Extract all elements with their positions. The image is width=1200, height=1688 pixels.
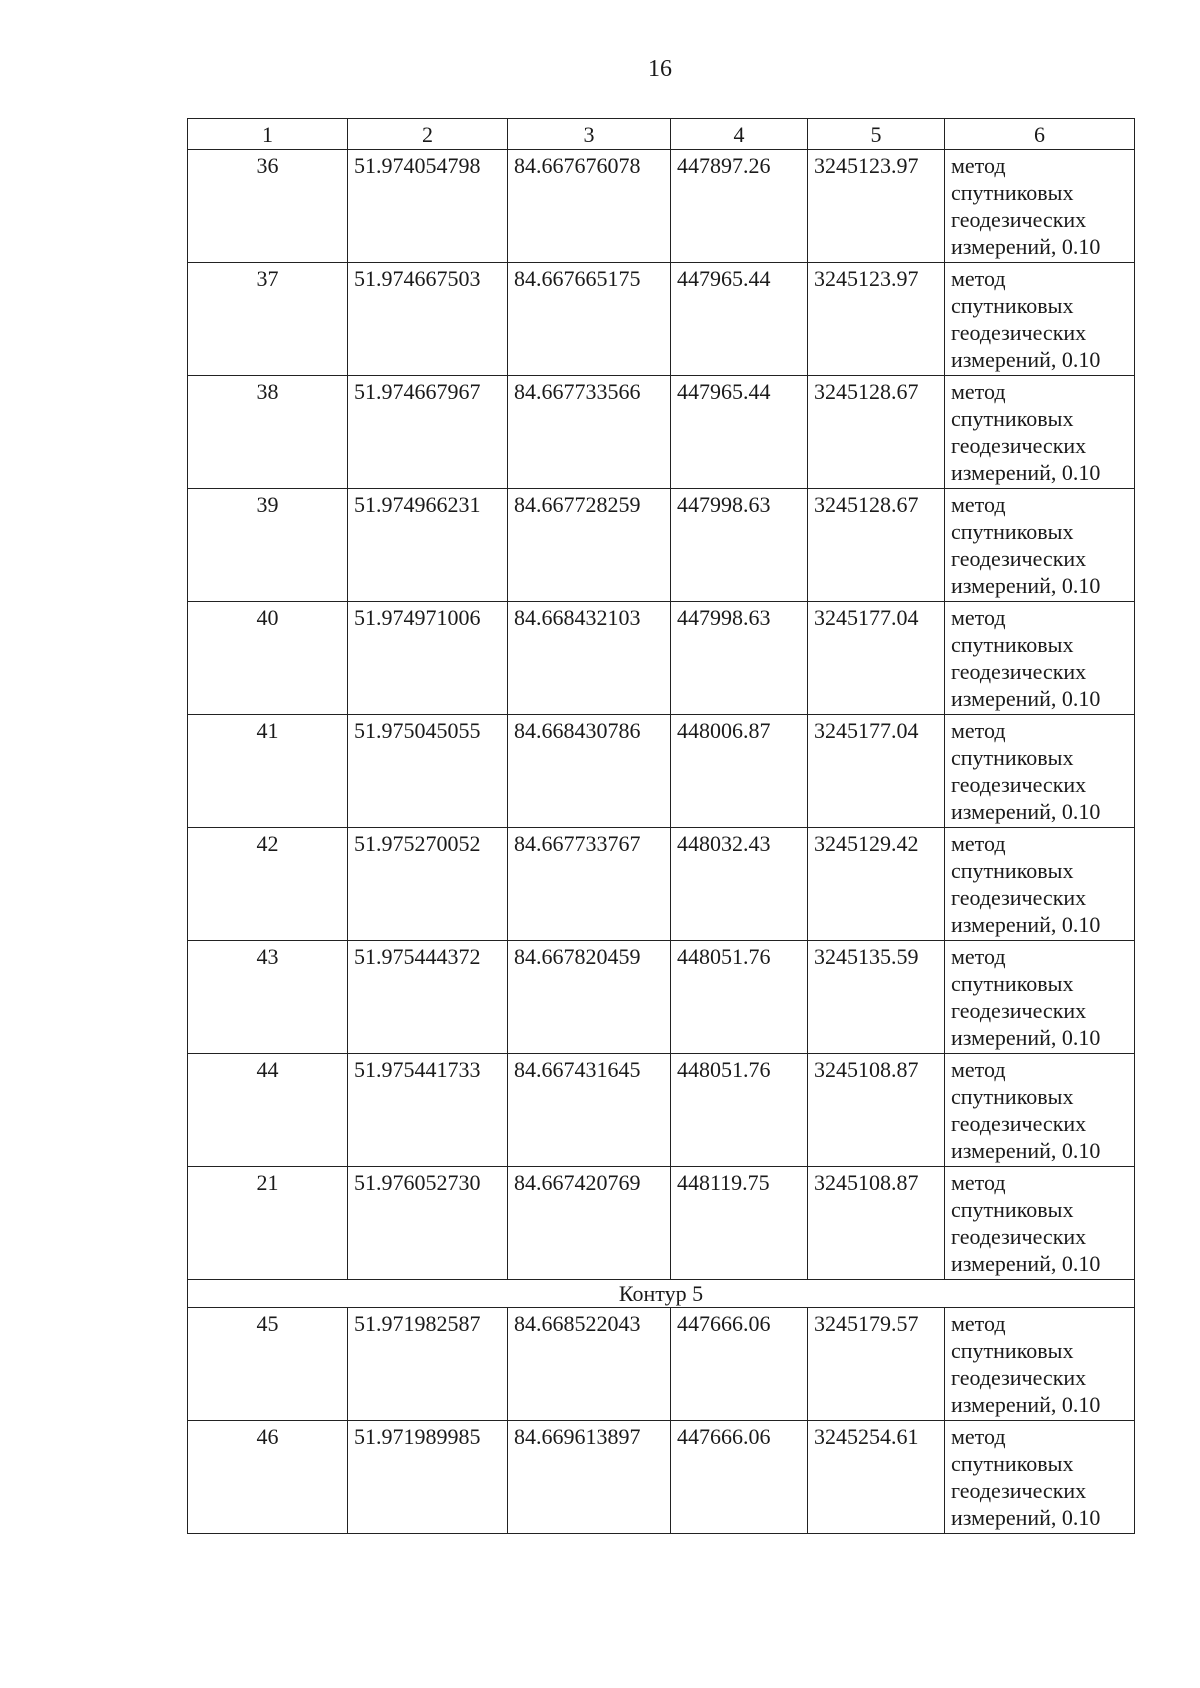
x-coordinate-cell: 447666.06 [671,1308,808,1421]
longitude-cell: 84.668522043 [508,1308,671,1421]
table-row [188,602,1135,715]
method-line: измерений, 0.10 [951,573,1101,598]
method-line: метод [951,1311,1006,1336]
method-cell [945,828,1135,941]
y-coordinate-cell: 3245108.87 [808,1167,945,1280]
method-line: измерений, 0.10 [951,234,1101,259]
method-cell [945,1054,1135,1167]
latitude-cell: 51.974966231 [348,489,508,602]
method-line: спутниковых [951,293,1074,318]
method-line: геодезических [951,998,1087,1023]
y-coordinate-cell: 3245129.42 [808,828,945,941]
longitude-cell: 84.667431645 [508,1054,671,1167]
method-line: метод [951,379,1006,404]
method-line: метод [951,831,1006,856]
point-number-cell: 21 [188,1167,348,1280]
method-cell [945,489,1135,602]
y-coordinate-cell: 3245128.67 [808,489,945,602]
method-line: геодезических [951,1365,1087,1390]
latitude-cell: 51.976052730 [348,1167,508,1280]
method-cell [945,263,1135,376]
x-coordinate-cell: 448006.87 [671,715,808,828]
latitude-cell: 51.971989985 [348,1421,508,1534]
method-line: спутниковых [951,971,1074,996]
column-header: 6 [945,119,1135,150]
x-coordinate-cell: 447965.44 [671,263,808,376]
method-line: измерений, 0.10 [951,1505,1101,1530]
method-line: спутниковых [951,406,1074,431]
method-line: спутниковых [951,632,1074,657]
x-coordinate-cell: 448051.76 [671,941,808,1054]
method-line: метод [951,944,1006,969]
method-line: метод [951,718,1006,743]
table-row [188,715,1135,828]
table-row [188,1054,1135,1167]
method-line: метод [951,492,1006,517]
y-coordinate-cell: 3245179.57 [808,1308,945,1421]
method-line: геодезических [951,1224,1087,1249]
point-number-cell: 39 [188,489,348,602]
coordinates-table-body [188,119,1135,1534]
method-line: метод [951,1170,1006,1195]
latitude-cell: 51.971982587 [348,1308,508,1421]
method-line: метод [951,1424,1006,1449]
longitude-cell: 84.667820459 [508,941,671,1054]
method-line: геодезических [951,1478,1087,1503]
method-cell [945,1308,1135,1421]
latitude-cell: 51.974667503 [348,263,508,376]
method-line: геодезических [951,1111,1087,1136]
column-header: 3 [508,119,671,150]
column-header: 4 [671,119,808,150]
x-coordinate-cell: 447965.44 [671,376,808,489]
latitude-cell: 51.975444372 [348,941,508,1054]
longitude-cell: 84.667733767 [508,828,671,941]
table-row [188,489,1135,602]
y-coordinate-cell: 3245177.04 [808,602,945,715]
x-coordinate-cell: 448119.75 [671,1167,808,1280]
method-cell [945,941,1135,1054]
point-number-cell: 37 [188,263,348,376]
column-header: 2 [348,119,508,150]
point-number-cell: 42 [188,828,348,941]
method-line: спутниковых [951,1084,1074,1109]
latitude-cell: 51.974971006 [348,602,508,715]
method-line: геодезических [951,207,1087,232]
method-line: измерений, 0.10 [951,347,1101,372]
longitude-cell: 84.667728259 [508,489,671,602]
method-cell [945,150,1135,263]
table-row [188,1167,1135,1280]
x-coordinate-cell: 448032.43 [671,828,808,941]
point-number-cell: 45 [188,1308,348,1421]
table-row [188,1421,1135,1534]
table-row [188,828,1135,941]
method-line: измерений, 0.10 [951,1251,1101,1276]
method-line: геодезических [951,772,1087,797]
x-coordinate-cell: 448051.76 [671,1054,808,1167]
longitude-cell: 84.667676078 [508,150,671,263]
method-line: геодезических [951,546,1087,571]
table-row [188,1308,1135,1421]
point-number-cell: 43 [188,941,348,1054]
point-number-cell: 36 [188,150,348,263]
y-coordinate-cell: 3245254.61 [808,1421,945,1534]
method-line: спутниковых [951,1197,1074,1222]
method-cell [945,1167,1135,1280]
method-cell [945,1421,1135,1534]
x-coordinate-cell: 447998.63 [671,602,808,715]
method-line: геодезических [951,885,1087,910]
page-number: 16 [648,56,672,82]
method-line: метод [951,1057,1006,1082]
point-number-cell: 44 [188,1054,348,1167]
y-coordinate-cell: 3245123.97 [808,150,945,263]
point-number-cell: 41 [188,715,348,828]
y-coordinate-cell: 3245108.87 [808,1054,945,1167]
point-number-cell: 46 [188,1421,348,1534]
method-line: спутниковых [951,1338,1074,1363]
method-line: измерений, 0.10 [951,1138,1101,1163]
column-header: 5 [808,119,945,150]
longitude-cell: 84.669613897 [508,1421,671,1534]
x-coordinate-cell: 447666.06 [671,1421,808,1534]
method-cell [945,376,1135,489]
method-line: измерений, 0.10 [951,460,1101,485]
x-coordinate-cell: 447998.63 [671,489,808,602]
y-coordinate-cell: 3245128.67 [808,376,945,489]
method-line: метод [951,266,1006,291]
table-row [188,263,1135,376]
method-line: геодезических [951,659,1087,684]
latitude-cell: 51.975045055 [348,715,508,828]
longitude-cell: 84.667420769 [508,1167,671,1280]
latitude-cell: 51.975270052 [348,828,508,941]
latitude-cell: 51.975441733 [348,1054,508,1167]
longitude-cell: 84.667733566 [508,376,671,489]
method-line: спутниковых [951,1451,1074,1476]
method-line: метод [951,605,1006,630]
longitude-cell: 84.667665175 [508,263,671,376]
contour-label: Контур 5 [188,1280,1135,1308]
x-coordinate-cell: 447897.26 [671,150,808,263]
point-number-cell: 40 [188,602,348,715]
latitude-cell: 51.974054798 [348,150,508,263]
method-line: измерений, 0.10 [951,799,1101,824]
method-line: спутниковых [951,858,1074,883]
y-coordinate-cell: 3245135.59 [808,941,945,1054]
method-line: метод [951,153,1006,178]
method-line: спутниковых [951,180,1074,205]
table-row [188,941,1135,1054]
method-line: измерений, 0.10 [951,686,1101,711]
y-coordinate-cell: 3245123.97 [808,263,945,376]
contour-heading-row [188,1280,1135,1308]
column-header-row [188,119,1135,150]
method-line: измерений, 0.10 [951,1392,1101,1417]
method-line: геодезических [951,320,1087,345]
point-number-cell: 38 [188,376,348,489]
method-line: измерений, 0.10 [951,912,1101,937]
method-line: измерений, 0.10 [951,1025,1101,1050]
method-line: геодезических [951,433,1087,458]
method-cell [945,602,1135,715]
table-row [188,376,1135,489]
latitude-cell: 51.974667967 [348,376,508,489]
column-header: 1 [188,119,348,150]
coordinates-table [187,118,1135,1534]
method-cell [945,715,1135,828]
longitude-cell: 84.668432103 [508,602,671,715]
method-line: спутниковых [951,745,1074,770]
y-coordinate-cell: 3245177.04 [808,715,945,828]
table-row [188,150,1135,263]
longitude-cell: 84.668430786 [508,715,671,828]
method-line: спутниковых [951,519,1074,544]
